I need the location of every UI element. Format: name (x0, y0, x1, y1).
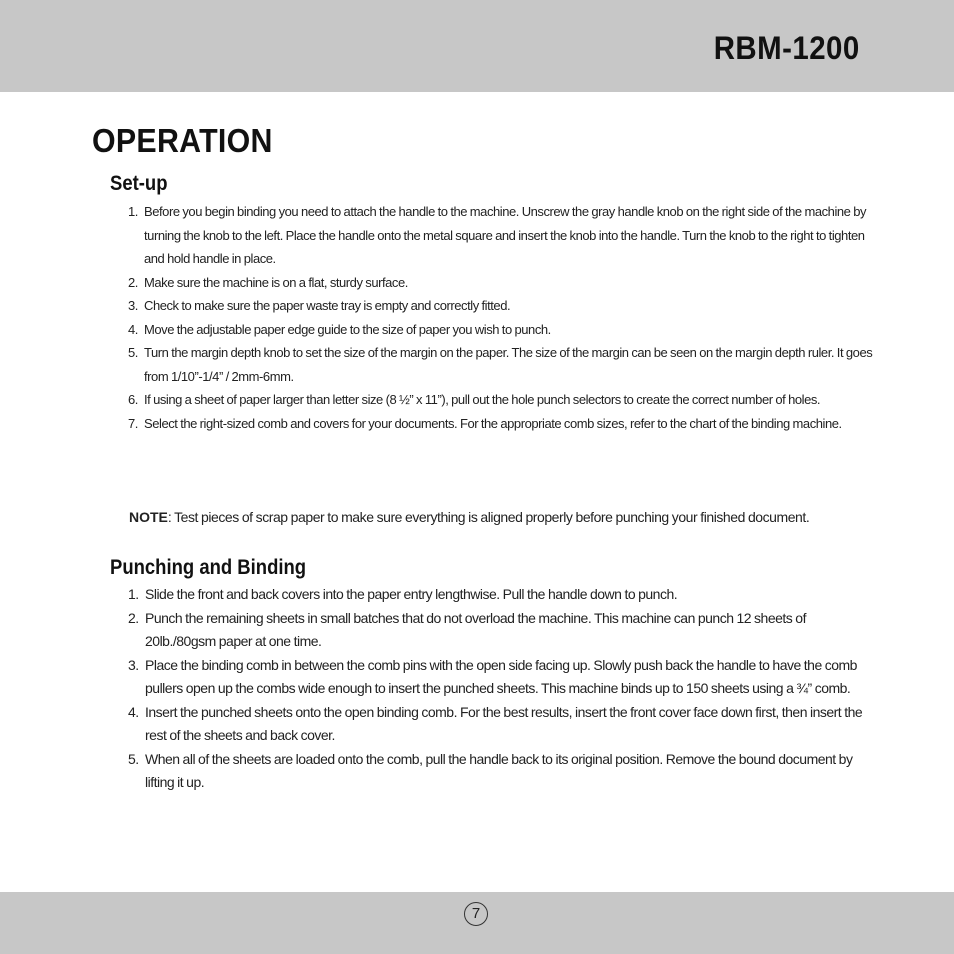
list-item (128, 200, 873, 271)
item-number: 2. (128, 609, 139, 626)
list-item (128, 701, 868, 748)
punching-heading: Punching and Binding (110, 556, 307, 579)
item-number: 3. (128, 656, 139, 673)
item-text: Slide the front and back covers into the paper entry lengthwise. Pull the handle down to punch. (145, 586, 678, 602)
setup-heading: Set-up (110, 172, 168, 195)
item-text: Before you begin binding you need to attach the handle to the machine. Unscrew the gray handle knob on the right side of the machine by turning the knob to the left. Place the handle onto the metal square and insert the knob into the handle. Turn the knob to the right to tighten and hold handle in place. (144, 204, 867, 266)
item-number: 2. (128, 274, 138, 290)
list-item (128, 412, 873, 436)
item-number: 4. (128, 321, 138, 337)
setup-list (128, 200, 873, 435)
list-item (128, 294, 873, 318)
item-number: 7. (128, 415, 138, 431)
punching-list (128, 583, 868, 795)
item-number: 1. (128, 204, 138, 219)
list-item (128, 607, 868, 654)
item-text: Check to make sure the paper waste tray is empty and correctly fitted. (144, 298, 511, 313)
item-text: Move the adjustable paper edge guide to the size of paper you wish to punch. (144, 321, 551, 337)
note-text: : Test pieces of scrap paper to make sure everything is aligned properly before punching your finished document. (167, 509, 810, 525)
list-item (128, 388, 873, 412)
item-text: Place the binding comb in between the comb pins with the open side facing up. Slowly push back the handle to have the comb pullers open up the combs wide enough to insert the punched sheets. This machine binds up to 150 sheets using a ¾” comb. (145, 656, 857, 696)
list-item (128, 583, 868, 607)
page-title: OPERATION (92, 122, 273, 159)
list-item (128, 271, 873, 295)
item-number: 1. (128, 586, 139, 602)
list-item (128, 318, 873, 342)
item-number: 6. (128, 392, 138, 407)
item-text: Insert the punched sheets onto the open binding comb. For the best results, insert the front cover face down first, then insert the rest of the sheets and back cover. (145, 703, 863, 743)
item-text: Make sure the machine is on a flat, sturdy surface. (144, 274, 408, 290)
header-bar (0, 0, 954, 92)
model-name: RBM-1200 (713, 30, 860, 66)
item-text: Turn the margin depth knob to set the size of the margin on the paper. The size of the margin can be seen on the margin depth ruler. It goes from 1/10”-1/4” / 2mm-6mm. (144, 345, 873, 384)
note-paragraph (129, 506, 889, 529)
list-item (128, 341, 873, 388)
list-item (128, 748, 868, 795)
item-number: 5. (128, 345, 138, 360)
item-text: If using a sheet of paper larger than letter size (8 ½” x 11”), pull out the hole punch selectors to create the correct number of holes. (144, 392, 821, 407)
item-number: 4. (128, 703, 139, 720)
item-text: Select the right-sized comb and covers for your documents. For the appropriate comb sizes, refer to the chart of the binding machine. (144, 415, 842, 431)
item-number: 5. (128, 750, 139, 767)
list-item (128, 654, 868, 701)
item-text: Punch the remaining sheets in small batches that do not overload the machine. This machine can punch 12 sheets of 20lb./80gsm paper at one time. (145, 609, 806, 649)
item-number: 3. (128, 298, 138, 313)
note-label: NOTE (129, 509, 168, 525)
page-number: 7 (464, 902, 488, 926)
item-text: When all of the sheets are loaded onto the comb, pull the handle back to its original position. Remove the bound document by lifting it up. (145, 750, 853, 790)
